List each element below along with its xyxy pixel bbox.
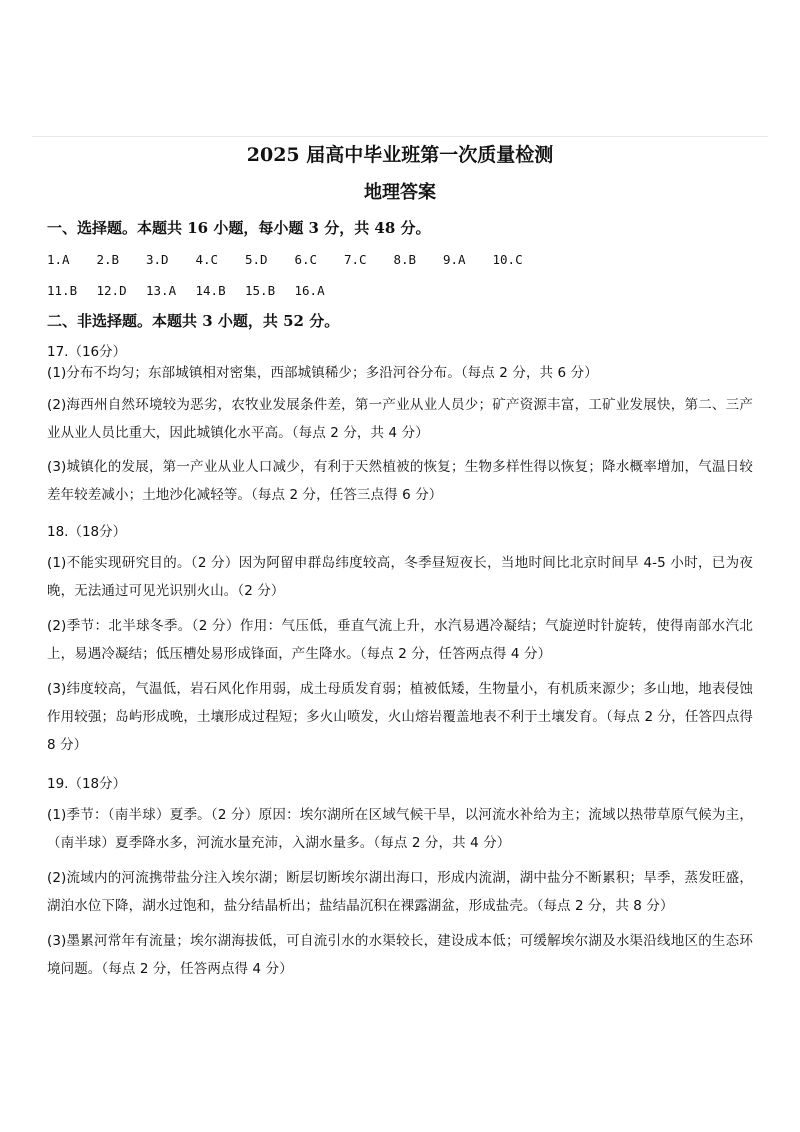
answer-item: 3.D [146,252,169,267]
section-1-heading: 一、选择题。本题共 16 小题，每小题 3 分，共 48 分。 [47,219,431,237]
answer-item: 6.C [294,252,318,267]
answer-item: 14.B [195,283,226,298]
answer-item: 12.D [96,283,127,298]
question-18-label: 18.（18分） [47,524,127,540]
answer-item: 13.A [146,283,177,298]
q17-answer-2: (2)海西州自然环境较为恶劣，农牧业发展条件差，第一产业从业人员少；矿产资源丰富，工矿业发展快，第二、三产业从业人员比重大，因此城镇化水平高。（每点 2 分，共 4 分） [47,397,753,441]
answer-item: 1.A [47,252,70,267]
q19-answer-3: (3)墨累河常年有流量；埃尔湖海拔低，可自流引水的水渠较长，建设成本低；可缓解埃尔湖及水渠沿线地区的生态环境问题。（每点 2 分，任答两点得 4 分） [47,933,753,977]
answer-item: 5.D [245,252,268,267]
q18-answer-2: (2)季节：北半球冬季。（2 分）作用：气压低，垂直气流上升，水汽易遇冷凝结；气旋逆时针旋转，使得南部水汽北上，易遇冷凝结；低压槽处易形成锋面，产生降水。（每点 2 分，任答两点得 4 分） [47,618,753,662]
q18-answer-1: (1)不能实现研究目的。（2 分）因为阿留申群岛纬度较高，冬季昼短夜长，当地时间比北京时间早 4-5 小时，已为夜晚，无法通过可见光识别火山。（2 分） [47,555,753,599]
answer-row-1 [47,252,542,267]
answer-item: 4.C [195,252,219,267]
answer-item: 15.B [245,283,276,298]
q18-answer-3: (3)纬度较高，气温低，岩石风化作用弱，成土母质发育弱；植被低矮，生物量小，有机质来源少；多山地，地表侵蚀作用较强；岛屿形成晚，土壤形成过程短；多火山喷发，火山熔岩覆盖地表不利于土壤发育。（每点 2 分，任答四点得 8 分） [47,681,753,753]
q19-answer-2: (2)流域内的河流携带盐分注入埃尔湖；断层切断埃尔湖出海口，形成内流湖，湖中盐分不断累积；旱季，蒸发旺盛，湖泊水位下降，湖水过饱和，盐分结晶析出；盐结晶沉积在裸露湖盆，形成盐壳。（每点 2 分，共 8 分） [47,870,753,914]
answer-item: 8.B [393,252,417,267]
answer-item: 9.A [443,252,466,267]
q19-answer-1: (1)季节：（南半球）夏季。（2 分）原因：埃尔湖所在区域气候干旱，以河流水补给为主；流域以热带草原气候为主，（南半球）夏季降水多，河流水量充沛，入湖水量多。（每点 2 分，共 4 分） [47,807,753,851]
answer-item: 16.A [294,283,325,298]
top-divider [32,136,768,137]
document-title: 2025 届高中毕业班第一次质量检测 [246,144,554,166]
answer-item: 7.C [344,252,367,267]
document-subtitle: 地理答案 [364,182,436,203]
question-19-label: 19.（18分） [47,776,127,792]
q17-answer-1: (1)分布不均匀；东部城镇相对密集，西部城镇稀少；多沿河谷分布。（每点 2 分，共 6 分） [47,365,598,381]
section-2-heading: 二、非选择题。本题共 3 小题，共 52 分。 [47,312,340,330]
answer-item: 2.B [96,252,120,267]
q17-answer-3: (3)城镇化的发展，第一产业从业人口减少，有利于天然植被的恢复；生物多样性得以恢复；降水概率增加，气温日较差年较差减小；土地沙化减轻等。（每点 2 分，任答三点得 6 分） [47,459,753,503]
answer-item: 11.B [47,283,78,298]
answer-item: 10.C [492,252,523,267]
answer-row-2 [47,283,344,298]
question-17-label: 17.（16分） [47,344,127,360]
